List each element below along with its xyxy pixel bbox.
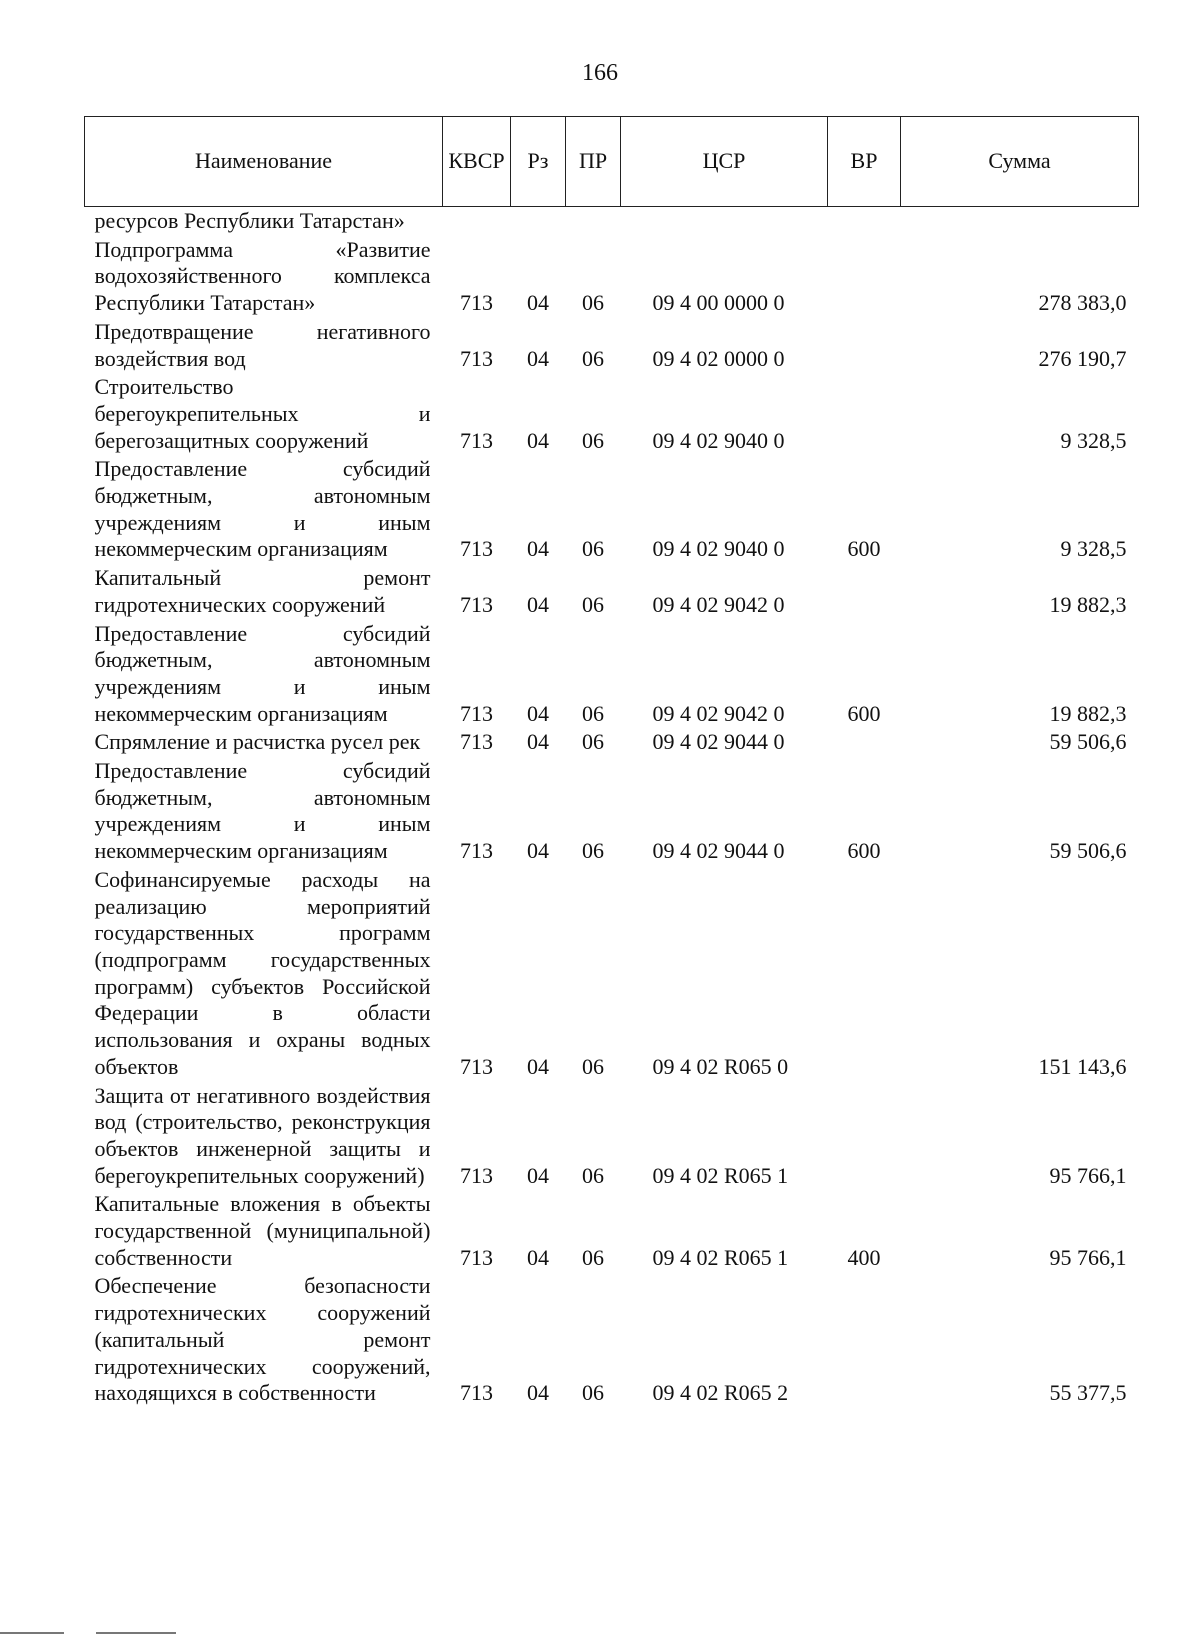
row-rz: 04	[527, 1162, 549, 1188]
row-csr: 09 4 02 R065 1	[652, 1162, 789, 1188]
row-rz: 04	[527, 838, 549, 864]
row-name: Капитальный ремонт гидротехнических сооружений	[94, 565, 431, 617]
header-rz: Рз	[511, 117, 566, 207]
row-pr: 06	[582, 536, 604, 562]
row-kvsr: 713	[460, 536, 493, 562]
row-rz: 04	[527, 700, 549, 726]
row-name: Подпрограмма «Развитие водохозяйственного комплекса Республики Татарстан»	[94, 236, 431, 316]
table-body	[85, 207, 1139, 1408]
row-vr	[828, 1082, 901, 1191]
scan-edge-mark	[96, 1632, 176, 1634]
row-rz: 04	[527, 427, 549, 453]
row-vr: 600	[847, 536, 881, 562]
header-pr: ПР	[566, 117, 621, 207]
row-sum: 276 190,7	[1038, 345, 1127, 371]
row-pr	[566, 207, 621, 236]
row-rz: 04	[527, 729, 549, 755]
row-name: Защита от негативного воздействия вод (строительство, реконструкция объектов инженерной защиты и берегоукрепительных сооружений)	[94, 1082, 431, 1188]
row-kvsr: 713	[460, 1162, 493, 1188]
row-pr: 06	[582, 1244, 604, 1270]
table-row	[85, 757, 1139, 866]
row-rz: 04	[527, 591, 549, 617]
row-name: Капитальные вложения в объекты государственной (муниципальной) собственности	[94, 1191, 431, 1270]
row-vr	[828, 318, 901, 373]
row-kvsr: 713	[460, 1244, 493, 1270]
row-sum	[901, 207, 1139, 236]
row-kvsr: 713	[460, 427, 493, 453]
row-csr: 09 4 02 9040 0	[652, 427, 785, 453]
row-pr: 06	[582, 1053, 604, 1079]
row-pr: 06	[582, 1380, 604, 1406]
row-name: Обеспечение безопасности гидротехнических сооружений (капитальный ремонт гидротехнических сооружений, находящихся в собственности	[94, 1273, 431, 1406]
table-row	[85, 1272, 1139, 1408]
header-kvsr: КВСР	[443, 117, 511, 207]
row-csr: 09 4 02 9044 0	[652, 838, 785, 864]
row-kvsr: 713	[460, 729, 493, 755]
table-row	[85, 564, 1139, 619]
row-csr: 09 4 02 9040 0	[652, 536, 785, 562]
row-pr: 06	[582, 700, 604, 726]
budget-table	[84, 116, 1139, 1408]
row-sum: 9 328,5	[1060, 427, 1127, 453]
row-csr: 09 4 02 9042 0	[652, 591, 785, 617]
row-sum: 278 383,0	[1038, 290, 1127, 316]
header-vr: ВР	[828, 117, 901, 207]
row-vr	[828, 207, 901, 236]
row-sum: 95 766,1	[1049, 1244, 1127, 1270]
row-vr: 400	[847, 1244, 881, 1270]
table-row	[85, 1190, 1139, 1272]
row-sum: 151 143,6	[1038, 1053, 1127, 1079]
row-vr	[828, 564, 901, 619]
row-pr: 06	[582, 1162, 604, 1188]
row-name: Софинансируемые расходы на реализацию мероприятий государственных программ (подпрограмм государственных программ) субъектов Российской Федерации в области использования и охраны водных объектов	[94, 866, 431, 1079]
row-csr: 09 4 02 9042 0	[652, 700, 785, 726]
scan-edge-mark	[0, 1632, 64, 1634]
table-row	[85, 236, 1139, 318]
row-kvsr: 713	[460, 1053, 493, 1079]
row-name: ресурсов Республики Татарстан»	[94, 208, 405, 233]
row-csr: 09 4 02 0000 0	[652, 345, 785, 371]
table-row	[85, 866, 1139, 1082]
row-kvsr	[443, 207, 511, 236]
table-row	[85, 1082, 1139, 1191]
header-name: Наименование	[85, 117, 443, 207]
row-sum: 95 766,1	[1049, 1162, 1127, 1188]
row-sum: 59 506,6	[1049, 838, 1127, 864]
row-csr	[621, 207, 828, 236]
row-pr: 06	[582, 345, 604, 371]
header-sum: Сумма	[901, 117, 1139, 207]
row-vr: 600	[847, 838, 881, 864]
row-kvsr: 713	[460, 838, 493, 864]
row-sum: 19 882,3	[1049, 591, 1127, 617]
row-vr	[828, 1272, 901, 1408]
row-vr	[828, 236, 901, 318]
row-vr	[828, 373, 901, 455]
row-kvsr: 713	[460, 1380, 493, 1406]
row-csr: 09 4 02 9044 0	[652, 729, 785, 755]
row-name: Предотвращение негативного воздействия вод	[94, 318, 431, 371]
row-rz: 04	[527, 290, 549, 316]
row-csr: 09 4 02 R065 1	[652, 1244, 789, 1270]
row-rz: 04	[527, 1053, 549, 1079]
row-name: Предоставление субсидий бюджетным, автономным учреждениям и иным некоммерческим организациям	[94, 620, 431, 726]
row-pr: 06	[582, 729, 604, 755]
row-csr: 09 4 00 0000 0	[652, 290, 785, 316]
table-row	[85, 620, 1139, 729]
row-pr: 06	[582, 427, 604, 453]
table-row	[85, 373, 1139, 455]
table-row	[85, 318, 1139, 373]
row-rz: 04	[527, 1244, 549, 1270]
row-vr: 600	[847, 700, 881, 726]
row-sum: 9 328,5	[1060, 536, 1127, 562]
table-row	[85, 207, 1139, 236]
row-name: Строительство берегоукрепительных и берегозащитных сооружений	[94, 374, 431, 453]
row-rz	[511, 207, 566, 236]
row-name: Предоставление субсидий бюджетным, автономным учреждениям и иным некоммерческим организациям	[94, 758, 431, 864]
row-kvsr: 713	[460, 591, 493, 617]
table-row	[85, 455, 1139, 564]
row-sum: 19 882,3	[1049, 700, 1127, 726]
row-rz: 04	[527, 1380, 549, 1406]
row-name: Спрямление и расчистка русел рек	[94, 729, 421, 755]
row-name: Предоставление субсидий бюджетным, автономным учреждениям и иным некоммерческим организациям	[94, 456, 431, 562]
row-sum: 59 506,6	[1049, 729, 1127, 755]
row-rz: 04	[527, 345, 549, 371]
row-pr: 06	[582, 838, 604, 864]
row-pr: 06	[582, 591, 604, 617]
header-csr: ЦСР	[621, 117, 828, 207]
row-kvsr: 713	[460, 290, 493, 316]
row-kvsr: 713	[460, 345, 493, 371]
row-sum: 55 377,5	[1049, 1380, 1127, 1406]
table-header-row	[85, 117, 1139, 207]
page-number: 166	[582, 60, 618, 86]
row-csr: 09 4 02 R065 0	[652, 1053, 789, 1079]
row-vr	[828, 866, 901, 1082]
row-pr: 06	[582, 290, 604, 316]
row-kvsr: 713	[460, 700, 493, 726]
row-vr	[828, 728, 901, 757]
table-row	[85, 728, 1139, 757]
row-csr: 09 4 02 R065 2	[652, 1380, 789, 1406]
row-rz: 04	[527, 536, 549, 562]
